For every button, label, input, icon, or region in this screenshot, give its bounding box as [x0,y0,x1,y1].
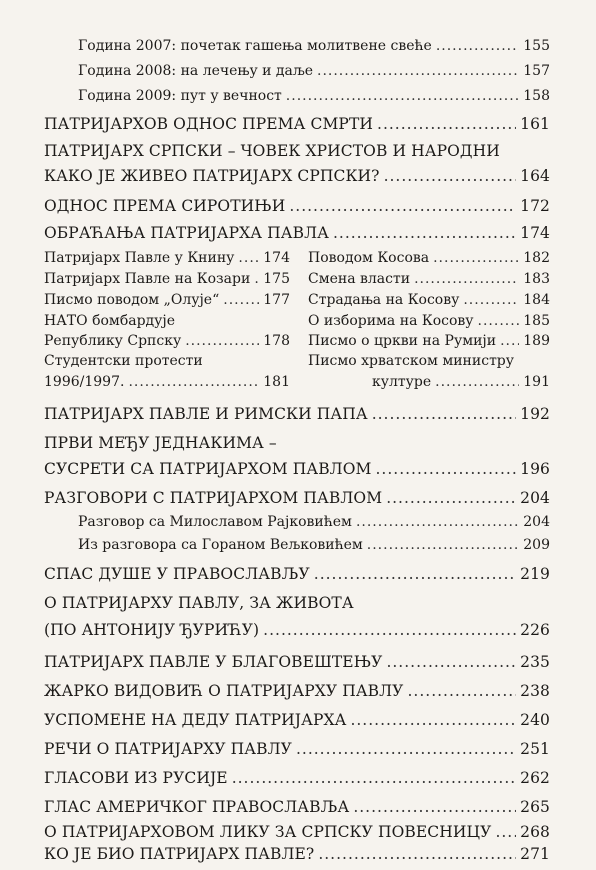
leader-dots [376,460,517,478]
page-number: 219 [520,565,550,583]
entry-title: СПАС ДУШЕ У ПРАВОСЛАВЉУ [44,565,310,583]
leader-dots [372,405,516,423]
page-number: 265 [520,798,550,816]
entry-title: ПАТРИЈАРХОВ ОДНОС ПРЕМА СМРТИ [44,115,374,133]
toc-entry [44,798,550,816]
entry-title: ПАТРИЈАРХ ПАВЛЕ У БЛАГОВЕШТЕЊУ [44,653,383,671]
page-number: 172 [520,197,550,215]
toc-entry [44,711,550,729]
toc-entry [44,197,550,215]
entry-title: Писмо о цркви на Румији [308,333,497,349]
page-number: 192 [520,405,550,423]
leader-dots [495,823,516,841]
page-number: 184 [523,292,550,308]
toc-entry [78,63,550,79]
leader-dots [350,711,516,729]
toc-entry [44,682,550,700]
toc-entry [308,250,550,266]
leader-dots [386,653,516,671]
toc-entry [44,460,550,478]
page-number: 191 [523,374,550,390]
toc-entry [78,88,550,104]
page-number: 178 [263,333,290,349]
entry-title: Поводом Косова [308,250,430,266]
toc-entry [78,38,550,54]
page-number: 174 [263,250,290,266]
leader-dots [433,250,519,266]
page-number: 251 [520,740,550,758]
leader-dots [367,537,519,553]
leader-dots [317,63,519,79]
page-number: 204 [520,489,550,507]
entry-title: ПАТРИЈАРХ ПАВЛЕ И РИМСКИ ПАПА [44,405,368,423]
page-number: 226 [520,621,550,639]
entry-title: Републику Српску [44,333,182,349]
page-number: 271 [520,845,550,863]
entry-title: Година 2007: почетак гашења молитвене свеће [78,38,432,54]
leader-dots [384,167,517,185]
toc-entry [44,823,550,841]
toc-entry [308,313,550,329]
toc-entry [308,374,550,390]
leader-dots [435,374,519,390]
toc-entry [308,333,550,349]
page-number: 189 [523,333,550,349]
page-number: 175 [263,271,290,287]
leader-dots [254,271,259,287]
entry-title: културе [372,374,432,390]
toc-entry [44,740,550,758]
leader-dots [353,798,516,816]
leader-dots [414,271,519,287]
entry-title: ПАТРИЈАРХ СРПСКИ – ЧОВЕК ХРИСТОВ И НАРОДНИ [44,142,500,160]
page-number: 185 [523,313,550,329]
leader-dots [356,514,519,530]
leader-dots [463,292,519,308]
leader-dots [377,115,516,133]
leader-dots [185,333,259,349]
entry-title: Разговор са Милославом Рајковићем [78,514,352,530]
entry-title: Из разговора са Гораном Вељковићем [78,537,363,553]
leader-dots [500,333,519,349]
entry-title: ОДНОС ПРЕМА СИРОТИЊИ [44,197,286,215]
leader-dots [314,565,516,583]
page-number: 238 [520,682,550,700]
entry-title: РАЗГОВОРИ С ПАТРИЈАРХОМ ПАВЛОМ [44,489,383,507]
toc-entry [44,250,290,266]
entry-title: ГЛАСОВИ ИЗ РУСИЈЕ [44,769,228,787]
page-number: 235 [520,653,550,671]
entry-title: Патријарх Павле на Козари [44,271,251,287]
entry-title: ПРВИ МЕЂУ ЈЕДНАКИМА – [44,434,277,452]
page-number: 240 [520,711,550,729]
entry-title: Писмо хрватском министру [308,353,515,369]
page-number: 161 [520,115,550,133]
page-number: 268 [520,823,550,841]
entry-title: О ПАТРИЈАРХУ ПАВЛУ, ЗА ЖИВОТА [44,594,354,612]
page-number: 155 [523,38,550,54]
entry-title: (ПО АНТОНИЈУ ЂУРИЋУ) [44,621,260,639]
leader-dots [318,845,516,863]
page-number: 209 [523,537,550,553]
page-number: 183 [523,271,550,287]
toc-entry [44,374,290,390]
page-number: 177 [263,292,290,308]
entry-title: Страдања на Косову [308,292,460,308]
entry-title: Студентски протести [44,353,203,369]
entry-title: Смена власти [308,271,411,287]
entry-title: 1996/1997. [44,374,125,390]
entry-title: РЕЧИ О ПАТРИЈАРХУ ПАВЛУ [44,740,292,758]
page-number: 157 [523,63,550,79]
toc-entry [44,224,550,242]
entry-title: УСПОМЕНЕ НА ДЕДУ ПАТРИЈАРХА [44,711,347,729]
page-number: 164 [520,167,550,185]
page-number: 158 [523,88,550,104]
toc-entry [44,115,550,133]
entry-title: СУСРЕТИ СА ПАТРИЈАРХОМ ПАВЛОМ [44,460,372,478]
toc-entry [44,769,550,787]
leader-dots [286,88,519,104]
toc-entry [44,489,550,507]
toc-entry [44,333,290,349]
leader-dots [289,197,516,215]
toc-entry [44,167,550,185]
toc-entry [78,514,550,530]
entry-title: Патријарх Павле у Книну [44,250,235,266]
leader-dots [296,740,516,758]
toc-entry [44,621,550,639]
leader-dots [128,374,259,390]
toc-entry [44,271,290,287]
toc-entry [308,292,550,308]
leader-dots [238,250,259,266]
toc-entry [44,292,290,308]
leader-dots [333,224,516,242]
toc-entry [44,653,550,671]
leader-dots [223,292,259,308]
entry-title: О ПАТРИЈАРХОВОМ ЛИКУ ЗА СРПСКУ ПОВЕСНИЦУ [44,823,492,841]
entry-title: О изборима на Косову [308,313,474,329]
leader-dots [436,38,519,54]
entry-title: НАТО бомбардује [44,313,176,329]
toc-entry [44,405,550,423]
toc-entry [44,565,550,583]
page-number: 182 [523,250,550,266]
entry-title: ЖАРКО ВИДОВИЋ О ПАТРИЈАРХУ ПАВЛУ [44,682,404,700]
toc-entry [78,537,550,553]
page-number: 196 [520,460,550,478]
page-number: 204 [523,514,550,530]
leader-dots [478,313,520,329]
page-number: 174 [520,224,550,242]
page-number: 262 [520,769,550,787]
toc-entry [44,845,550,863]
page-number: 181 [263,374,290,390]
leader-dots [232,769,516,787]
entry-title: КО ЈЕ БИО ПАТРИЈАРХ ПАВЛЕ? [44,845,315,863]
entry-title: ОБРАЋАЊА ПАТРИЈАРХА ПАВЛА [44,224,329,242]
leader-dots [407,682,516,700]
entry-title: Година 2008: на лечењу и даље [78,63,313,79]
leader-dots [386,489,516,507]
entry-title: КАКО ЈЕ ЖИВЕО ПАТРИЈАРХ СРПСКИ? [44,167,380,185]
entry-title: Писмо поводом „Олује“ [44,292,220,308]
toc-entry [308,271,550,287]
leader-dots [263,621,516,639]
entry-title: ГЛАС АМЕРИЧКОГ ПРАВОСЛАВЉА [44,798,350,816]
entry-title: Година 2009: пут у вечност [78,88,282,104]
